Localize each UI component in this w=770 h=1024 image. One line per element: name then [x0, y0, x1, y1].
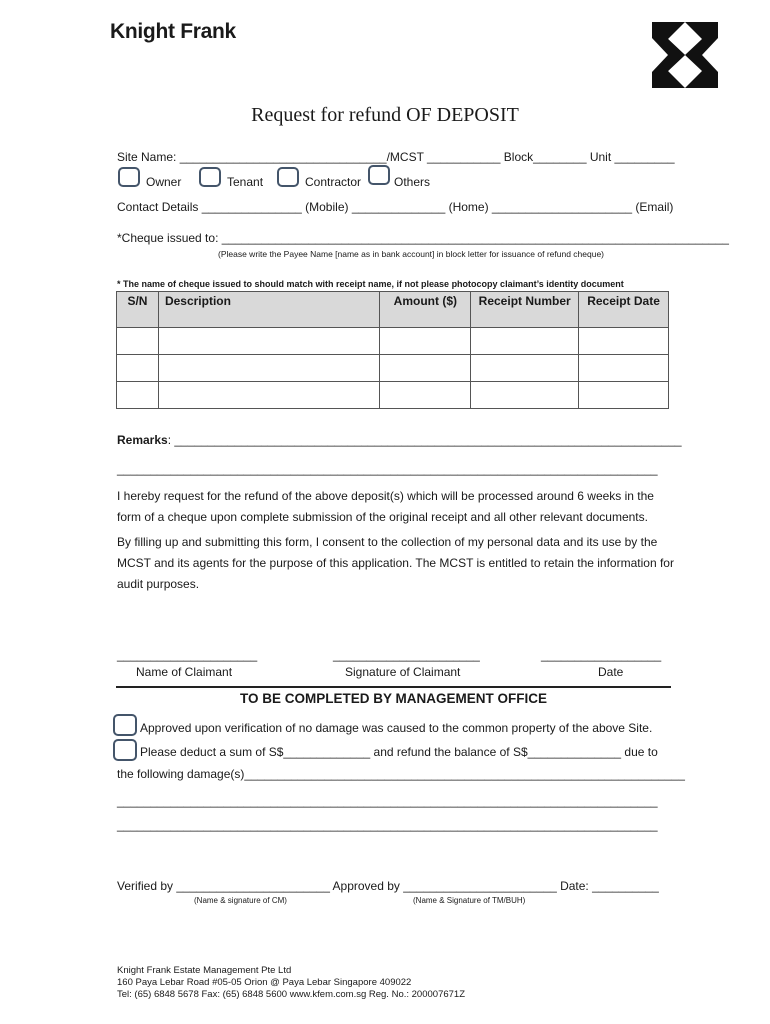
sn-cell[interactable]	[117, 382, 159, 409]
damage-blank-line: _________________________________________________________________________________	[117, 794, 658, 808]
form-title: Request for refund OF DEPOSIT	[251, 104, 519, 126]
claimant-name-blank[interactable]: _____________________	[117, 648, 258, 662]
description-cell[interactable]	[158, 328, 379, 355]
sn-cell[interactable]	[117, 355, 159, 382]
table-row	[117, 355, 669, 382]
contact-details-line: Contact Details _______________ (Mobile) ______________ (Home) _____________________ (Email)	[117, 200, 674, 214]
declaration-text: I hereby request for the refund of the above deposit(s) which will be processed around 6 weeks in the	[117, 489, 654, 503]
header-description: Description	[158, 292, 379, 328]
damage-blank-line: _________________________________________________________________________________	[117, 818, 658, 832]
amount-cell[interactable]	[380, 355, 471, 382]
cheque-name-note: * The name of cheque issued to should match with receipt name, if not please photocopy claimant’s identity document	[117, 279, 624, 289]
receipt-date-cell[interactable]	[579, 355, 669, 382]
approved-label: Approved upon verification of no damage was caused to the common property of the above Site.	[140, 721, 653, 735]
others-checkbox[interactable]	[368, 165, 390, 185]
footer-company: Knight Frank Estate Management Pte Ltd	[117, 965, 292, 976]
contractor-label: Contractor	[305, 175, 362, 189]
contractor-checkbox[interactable]	[277, 167, 299, 187]
cm-signature-hint: (Name & signature of CM)	[194, 896, 287, 905]
cheque-payee-hint: (Please write the Payee Name [name as in bank account] in block letter for issuance of refund cheque)	[218, 249, 605, 259]
deduct-label: Please deduct a sum of S$_____________ and refund the balance of S$______________ due to	[140, 745, 658, 759]
receipt-number-cell[interactable]	[471, 355, 579, 382]
description-cell[interactable]	[158, 382, 379, 409]
verification-line: Verified by _______________________ Approved by _______________________ Date: __________	[117, 879, 659, 893]
description-cell[interactable]	[158, 355, 379, 382]
section-divider	[116, 686, 671, 688]
cheque-issued-line: *Cheque issued to: ____________________________________________________________________________	[117, 231, 729, 245]
tm-signature-hint: (Name & Signature of TM/BUH)	[413, 896, 526, 905]
remarks-label: Remarks	[117, 433, 168, 447]
footer-contact: Tel: (65) 6848 5678 Fax: (65) 6848 5600 www.kfem.com.sg Reg. No.: 200007671Z	[117, 989, 466, 1000]
receipt-date-cell[interactable]	[579, 382, 669, 409]
receipt-date-cell[interactable]	[579, 328, 669, 355]
remarks-line-2: _________________________________________________________________________________	[117, 462, 658, 476]
brand-name: Knight Frank	[110, 20, 236, 43]
table-row	[117, 328, 669, 355]
table-row	[117, 382, 669, 409]
site-details-line: Site Name: _______________________________/MCST ___________ Block________ Unit _________	[117, 150, 675, 164]
tenant-checkbox[interactable]	[199, 167, 221, 187]
table-header-row	[117, 292, 669, 328]
consent-text: audit purposes.	[117, 577, 200, 591]
header-sn: S/N	[117, 292, 159, 328]
deduct-checkbox[interactable]	[113, 739, 137, 761]
name-of-claimant-label: Name of Claimant	[136, 665, 233, 679]
receipt-number-cell[interactable]	[471, 328, 579, 355]
damage-line: the following damage(s)__________________________________________________________________	[117, 767, 685, 781]
approved-checkbox[interactable]	[113, 714, 137, 736]
amount-cell[interactable]	[380, 382, 471, 409]
tenant-label: Tenant	[227, 175, 264, 189]
remarks-line	[117, 433, 682, 447]
consent-text: MCST and its agents for the purpose of this application. The MCST is entitled to retain the information for	[117, 556, 674, 570]
amount-cell[interactable]	[380, 328, 471, 355]
signature-of-claimant-label: Signature of Claimant	[345, 665, 461, 679]
declaration-text: form of a cheque upon complete submission of the original receipt and all other relevant documents.	[117, 510, 648, 524]
receipt-number-cell[interactable]	[471, 382, 579, 409]
footer-address: 160 Paya Lebar Road #05-05 Orion @ Paya Lebar Singapore 409022	[117, 977, 412, 988]
remarks-blank: : ____________________________________________________________________________	[167, 433, 682, 447]
date-label: Date	[598, 665, 624, 679]
others-label: Others	[394, 175, 431, 189]
header-amount: Amount ($)	[380, 292, 471, 328]
header-receipt-number: Receipt Number	[471, 292, 579, 328]
claimant-signature-blank[interactable]: ______________________	[333, 648, 480, 662]
deposit-items-table	[116, 291, 669, 409]
owner-label: Owner	[146, 175, 182, 189]
knight-frank-diamond-logo-icon	[652, 22, 718, 88]
management-heading: TO BE COMPLETED BY MANAGEMENT OFFICE	[239, 691, 547, 706]
consent-text: By filling up and submitting this form, I consent to the collection of my personal data and its use by the	[117, 535, 658, 549]
claimant-date-blank[interactable]: __________________	[541, 648, 662, 662]
sn-cell[interactable]	[117, 328, 159, 355]
owner-checkbox[interactable]	[118, 167, 140, 187]
header-receipt-date: Receipt Date	[579, 292, 669, 328]
